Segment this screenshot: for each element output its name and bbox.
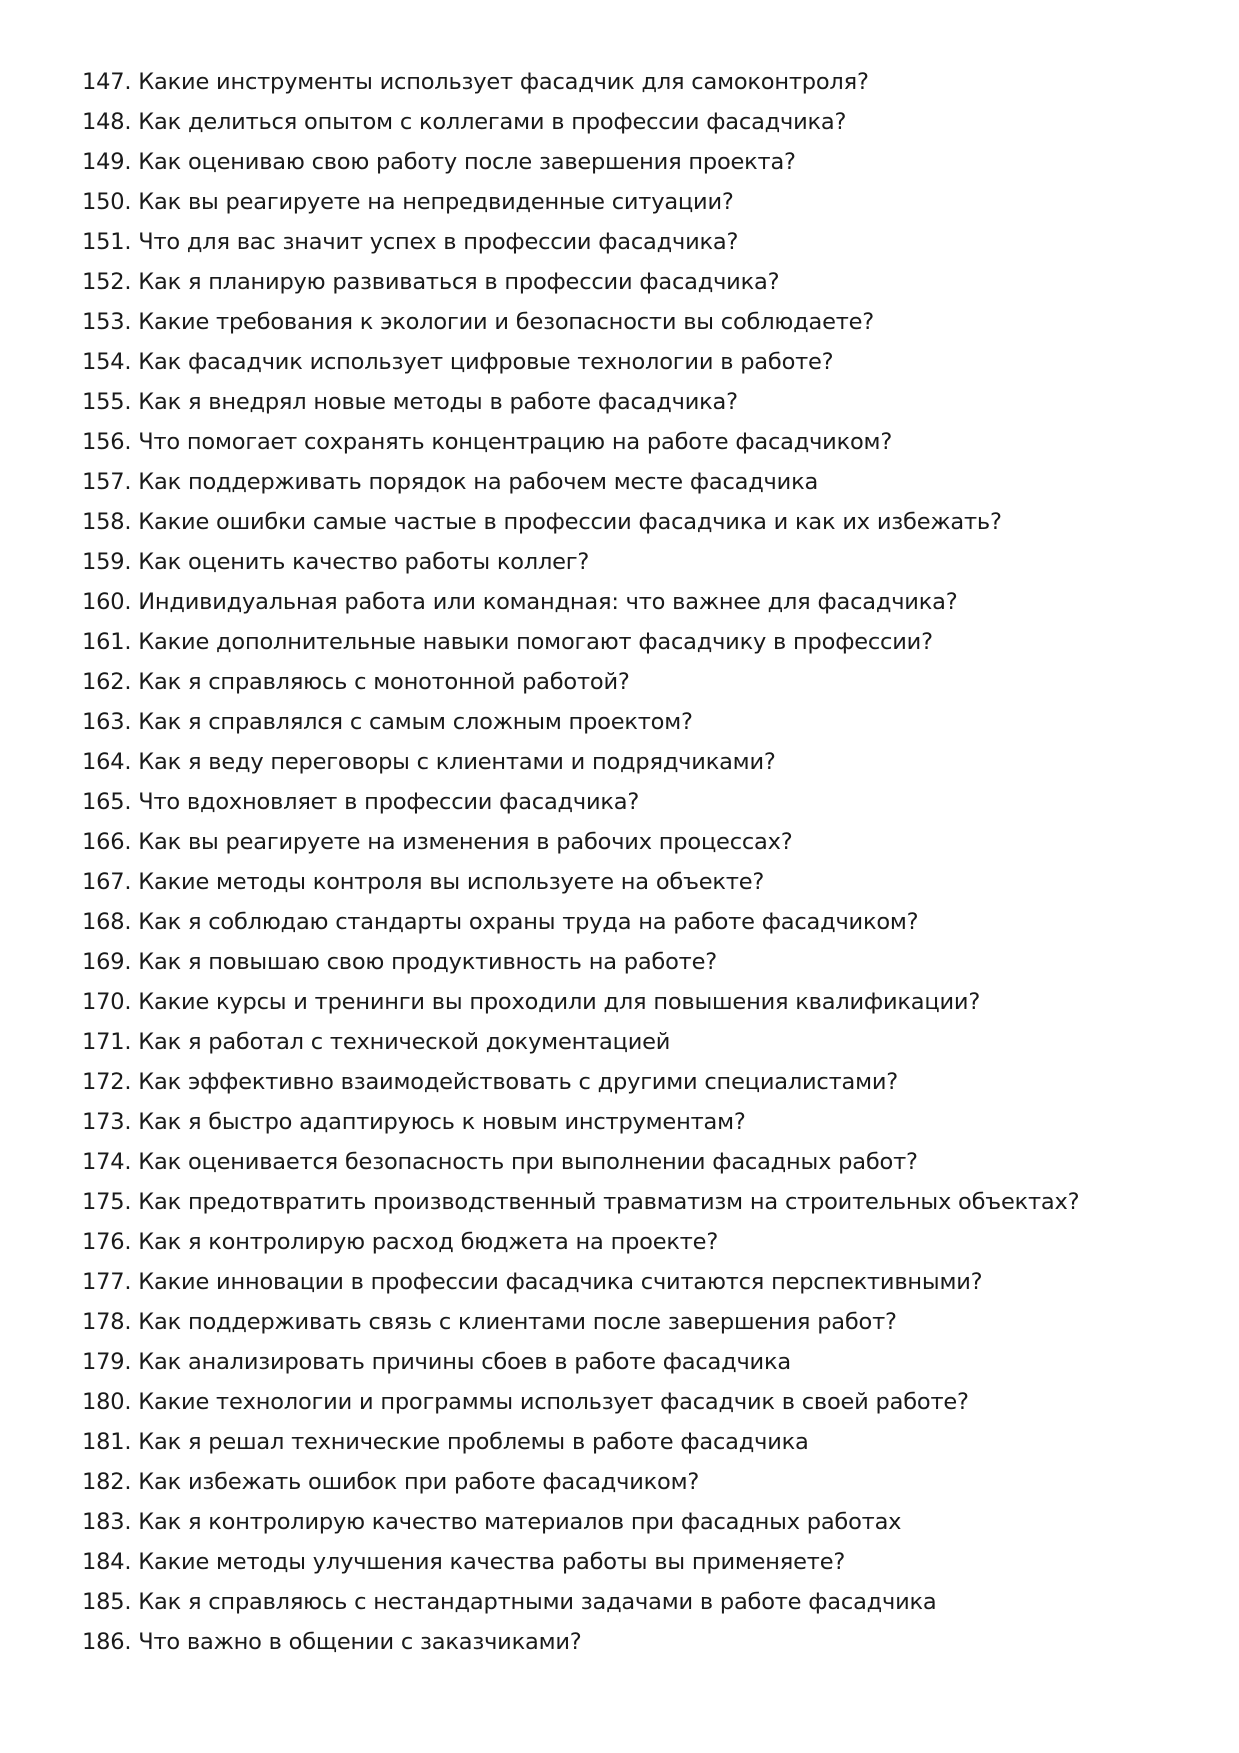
question-item [82,742,1202,782]
question-item [82,342,1202,382]
question-text: Какие методы улучшения качества работы вы применяете? [138,1549,846,1575]
question-item [82,1262,1202,1302]
question-item [82,1622,1202,1662]
question-number: 167. [82,869,132,895]
question-text: Какие методы контроля вы используете на объекте? [138,869,765,895]
question-text: Как я справлялся с самым сложным проектом? [138,709,693,735]
question-list [82,62,1202,1662]
question-number: 148. [82,109,132,135]
question-text: Как оцениваю свою работу после завершения проекта? [138,149,796,175]
question-item [82,1222,1202,1262]
question-number: 172. [82,1069,132,1095]
question-text: Что помогает сохранять концентрацию на работе фасадчиком? [138,429,893,455]
question-item [82,182,1202,222]
question-text: Что важно в общении с заказчиками? [138,1629,582,1655]
question-item [82,62,1202,102]
question-text: Индивидуальная работа или командная: что важнее для фасадчика? [138,589,958,615]
question-text: Какие инструменты использует фасадчик для самоконтроля? [138,69,869,95]
question-item [82,382,1202,422]
question-item [82,822,1202,862]
question-text: Что вдохновляет в профессии фасадчика? [138,789,640,815]
question-text: Как избежать ошибок при работе фасадчиком? [138,1469,700,1495]
question-number: 163. [82,709,132,735]
question-item [82,1182,1202,1222]
question-item [82,1542,1202,1582]
question-number: 165. [82,789,132,815]
question-item [82,862,1202,902]
question-text: Как я веду переговоры с клиентами и подрядчиками? [138,749,776,775]
question-text: Как предотвратить производственный травматизм на строительных объектах? [138,1189,1080,1215]
question-item [82,782,1202,822]
question-item [82,502,1202,542]
question-text: Как оценивается безопасность при выполнении фасадных работ? [138,1149,918,1175]
question-number: 166. [82,829,132,855]
question-text: Как я быстро адаптируюсь к новым инструментам? [138,1109,746,1135]
question-item [82,462,1202,502]
question-number: 186. [82,1629,132,1655]
question-item [82,1382,1202,1422]
question-text: Как оценить качество работы коллег? [138,549,590,575]
question-number: 161. [82,629,132,655]
question-item [82,622,1202,662]
question-text: Как я решал технические проблемы в работе фасадчика [138,1429,809,1455]
question-number: 175. [82,1189,132,1215]
question-number: 164. [82,749,132,775]
question-number: 171. [82,1029,132,1055]
question-text: Как я контролирую расход бюджета на проекте? [138,1229,719,1255]
question-number: 150. [82,189,132,215]
question-text: Как я справляюсь с монотонной работой? [138,669,630,695]
question-text: Как поддерживать связь с клиентами после завершения работ? [138,1309,897,1335]
question-item [82,662,1202,702]
question-text: Какие дополнительные навыки помогают фасадчику в профессии? [138,629,933,655]
question-number: 158. [82,509,132,535]
question-number: 157. [82,469,132,495]
question-number: 153. [82,309,132,335]
question-number: 170. [82,989,132,1015]
question-text: Что для вас значит успех в профессии фасадчика? [138,229,739,255]
question-item [82,1422,1202,1462]
question-number: 176. [82,1229,132,1255]
question-item [82,1062,1202,1102]
question-item [82,102,1202,142]
question-number: 173. [82,1109,132,1135]
question-number: 154. [82,349,132,375]
question-item [82,1502,1202,1542]
question-item [82,222,1202,262]
question-number: 155. [82,389,132,415]
question-number: 179. [82,1349,132,1375]
question-text: Как фасадчик использует цифровые технологии в работе? [138,349,834,375]
question-item [82,1022,1202,1062]
question-text: Как эффективно взаимодействовать с другими специалистами? [138,1069,899,1095]
question-item [82,702,1202,742]
question-text: Какие ошибки самые частые в профессии фасадчика и как их избежать? [138,509,1002,535]
question-number: 156. [82,429,132,455]
question-number: 169. [82,949,132,975]
question-number: 181. [82,1429,132,1455]
question-number: 178. [82,1309,132,1335]
question-text: Какие технологии и программы использует фасадчик в своей работе? [138,1389,969,1415]
question-number: 180. [82,1389,132,1415]
question-item [82,582,1202,622]
question-number: 159. [82,549,132,575]
question-item [82,1342,1202,1382]
question-item [82,302,1202,342]
question-number: 185. [82,1589,132,1615]
question-text: Какие требования к экологии и безопасности вы соблюдаете? [138,309,875,335]
question-number: 182. [82,1469,132,1495]
question-item [82,1102,1202,1142]
question-text: Как анализировать причины сбоев в работе фасадчика [138,1349,791,1375]
question-text: Как поддерживать порядок на рабочем месте фасадчика [138,469,819,495]
question-text: Как я повышаю свою продуктивность на работе? [138,949,717,975]
question-number: 149. [82,149,132,175]
question-text: Какие инновации в профессии фасадчика считаются перспективными? [138,1269,983,1295]
question-number: 183. [82,1509,132,1535]
question-text: Как вы реагируете на непредвиденные ситуации? [138,189,734,215]
question-text: Как я планирую развиваться в профессии фасадчика? [138,269,780,295]
question-text: Как делиться опытом с коллегами в профессии фасадчика? [138,109,847,135]
question-number: 168. [82,909,132,935]
question-item [82,942,1202,982]
question-item [82,982,1202,1022]
question-number: 177. [82,1269,132,1295]
question-text: Как я справляюсь с нестандартными задачами в работе фасадчика [138,1589,937,1615]
question-item [82,542,1202,582]
question-item [82,1142,1202,1182]
question-text: Как вы реагируете на изменения в рабочих процессах? [138,829,793,855]
question-number: 147. [82,69,132,95]
question-text: Как я контролирую качество материалов при фасадных работах [138,1509,902,1535]
question-item [82,142,1202,182]
question-item [82,262,1202,302]
question-number: 174. [82,1149,132,1175]
question-item [82,902,1202,942]
question-item [82,422,1202,462]
question-text: Как я внедрял новые методы в работе фасадчика? [138,389,738,415]
question-number: 184. [82,1549,132,1575]
question-item [82,1582,1202,1622]
question-number: 151. [82,229,132,255]
question-item [82,1462,1202,1502]
question-item [82,1302,1202,1342]
question-text: Как я соблюдаю стандарты охраны труда на работе фасадчиком? [138,909,919,935]
question-number: 152. [82,269,132,295]
question-number: 160. [82,589,132,615]
question-text: Как я работал с технической документацией [138,1029,671,1055]
question-text: Какие курсы и тренинги вы проходили для повышения квалификации? [138,989,981,1015]
question-number: 162. [82,669,132,695]
